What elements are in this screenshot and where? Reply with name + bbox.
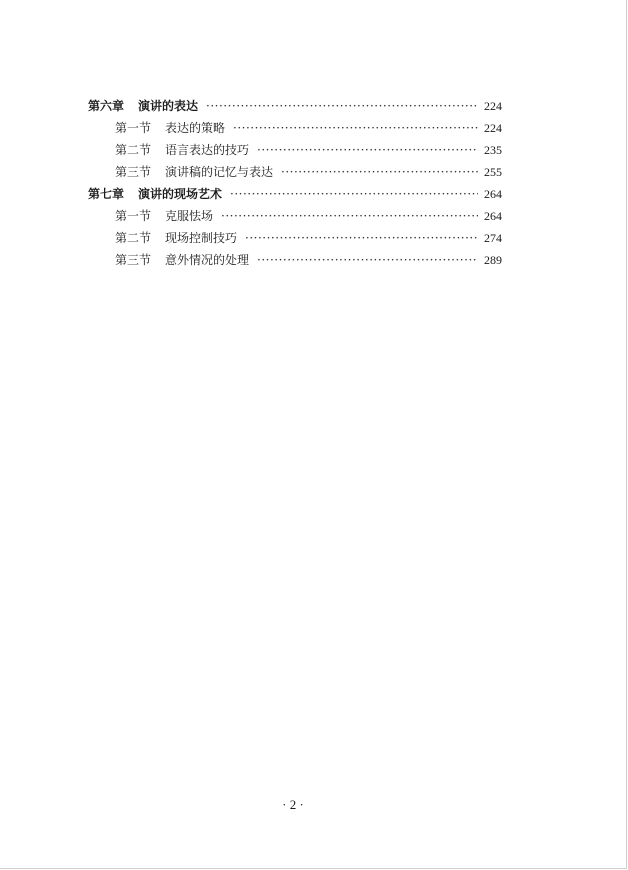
toc-section-6-1[interactable] xyxy=(88,117,502,139)
toc-entry-page: 224 xyxy=(484,99,502,113)
toc-entry-number: 第一节 xyxy=(115,121,152,135)
toc-entry-title: 意外情况的处理 xyxy=(165,253,250,267)
toc-section-6-3[interactable] xyxy=(88,161,502,183)
toc-entry-page: 264 xyxy=(484,209,502,223)
toc-entry-number: 第一节 xyxy=(115,209,152,223)
toc-entry-page: 264 xyxy=(484,187,502,201)
dot-leader xyxy=(257,249,478,271)
dot-leader xyxy=(233,117,478,139)
dot-leader xyxy=(230,183,478,205)
toc-entry-page: 255 xyxy=(484,165,502,179)
toc-section-6-2[interactable] xyxy=(88,139,502,161)
toc-chapter-6[interactable] xyxy=(88,95,502,117)
toc-entry-title: 演讲的现场艺术 xyxy=(138,187,223,201)
toc-chapter-7[interactable] xyxy=(88,183,502,205)
toc-entry-page: 289 xyxy=(484,253,502,267)
table-of-contents xyxy=(88,95,502,271)
toc-section-7-2[interactable] xyxy=(88,227,502,249)
toc-entry-title: 克服怯场 xyxy=(165,209,214,223)
toc-entry-number: 第二节 xyxy=(115,231,152,245)
page-number: · 2 · xyxy=(282,797,304,812)
toc-entry-page: 224 xyxy=(484,121,502,135)
toc-entry-title: 表达的策略 xyxy=(165,121,226,135)
toc-section-7-3[interactable] xyxy=(88,249,502,271)
toc-entry-page: 274 xyxy=(484,231,502,245)
dot-leader xyxy=(206,95,478,117)
toc-entry-title: 演讲的表达 xyxy=(138,99,199,113)
dot-leader xyxy=(281,161,478,183)
toc-entry-number: 第二节 xyxy=(115,143,152,157)
toc-entry-title: 语言表达的技巧 xyxy=(165,143,250,157)
toc-entry-number: 第六章 xyxy=(88,99,125,113)
toc-entry-number: 第七章 xyxy=(88,187,125,201)
dot-leader xyxy=(257,139,478,161)
toc-entry-number: 第三节 xyxy=(115,165,152,179)
toc-section-7-1[interactable] xyxy=(88,205,502,227)
toc-entry-page: 235 xyxy=(484,143,502,157)
dot-leader xyxy=(245,227,478,249)
dot-leader xyxy=(221,205,478,227)
toc-entry-number: 第三节 xyxy=(115,253,152,267)
toc-entry-title: 演讲稿的记忆与表达 xyxy=(165,165,274,179)
toc-entry-title: 现场控制技巧 xyxy=(165,231,238,245)
